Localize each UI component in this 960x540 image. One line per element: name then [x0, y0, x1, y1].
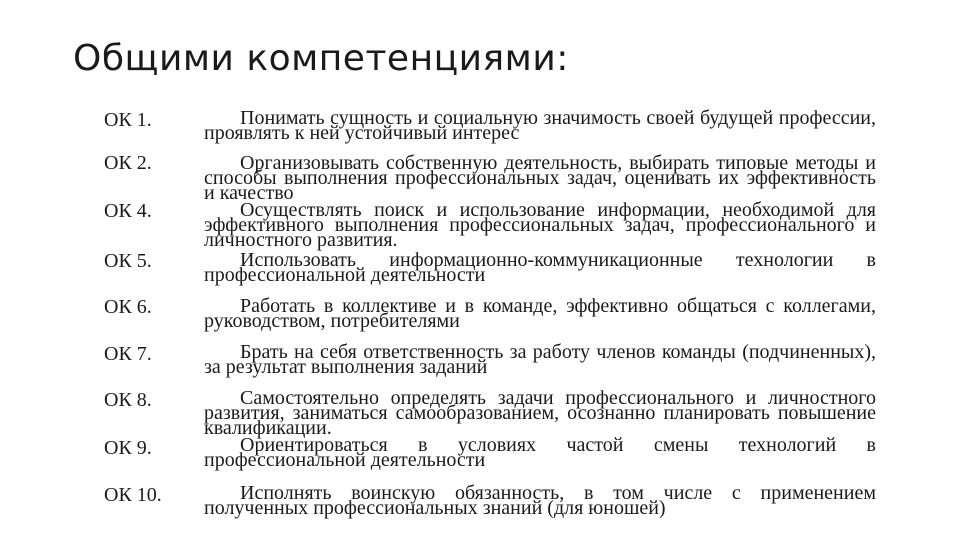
competency-text-ok2: Организовывать собственную деятельность, выбирать типовые методы и способы выполнения профессиональных задач, оценивать их эффективность и качество	[204, 152, 876, 204]
competency-code-ok8: ОК 8.	[104, 389, 152, 411]
competency-text-ok4: Осуществлять поиск и использование информации, необходимой для эффективного выполнения профессиональных задач, профессионального и личностного развития.	[204, 199, 876, 251]
competency-code-ok7: ОК 7.	[104, 343, 152, 365]
competency-text-ok5: Использовать информационно-коммуникационные технологии в профессиональной деятельности	[204, 249, 876, 286]
competency-text-ok1: Понимать сущность и социальную значимость своей будущей профессии, проявлять к ней устойчивый интерес	[204, 107, 876, 144]
competency-code-ok9: ОК 9.	[104, 437, 152, 459]
competency-code-ok10: ОК 10.	[104, 484, 162, 506]
competency-text-ok7: Брать на себя ответственность за работу членов команды (подчиненных), за результат выполнения заданий	[204, 341, 876, 378]
competency-text-ok9: Ориентироваться в условиях частой смены технологий в профессиональной деятельности	[204, 434, 876, 471]
competency-text-ok8: Самостоятельно определять задачи профессионального и личностного развития, заниматься самообразованием, осознанно планировать повышение квалификации.	[204, 387, 876, 439]
competency-code-ok5: ОК 5.	[104, 250, 152, 272]
competency-text-ok10: Исполнять воинскую обязанность, в том числе с применением полученных профессиональных знаний (для юношей)	[204, 482, 876, 519]
competency-text-ok6: Работать в коллективе и в команде, эффективно общаться с коллегами, руководством, потребителями	[204, 295, 876, 332]
competency-code-ok6: ОК 6.	[104, 296, 152, 318]
competency-code-ok2: ОК 2.	[104, 152, 152, 174]
slide-title: Общими компетенциями:	[73, 38, 569, 79]
competency-code-ok4: ОК 4.	[104, 200, 152, 222]
competency-code-ok1: ОК 1.	[104, 109, 152, 131]
